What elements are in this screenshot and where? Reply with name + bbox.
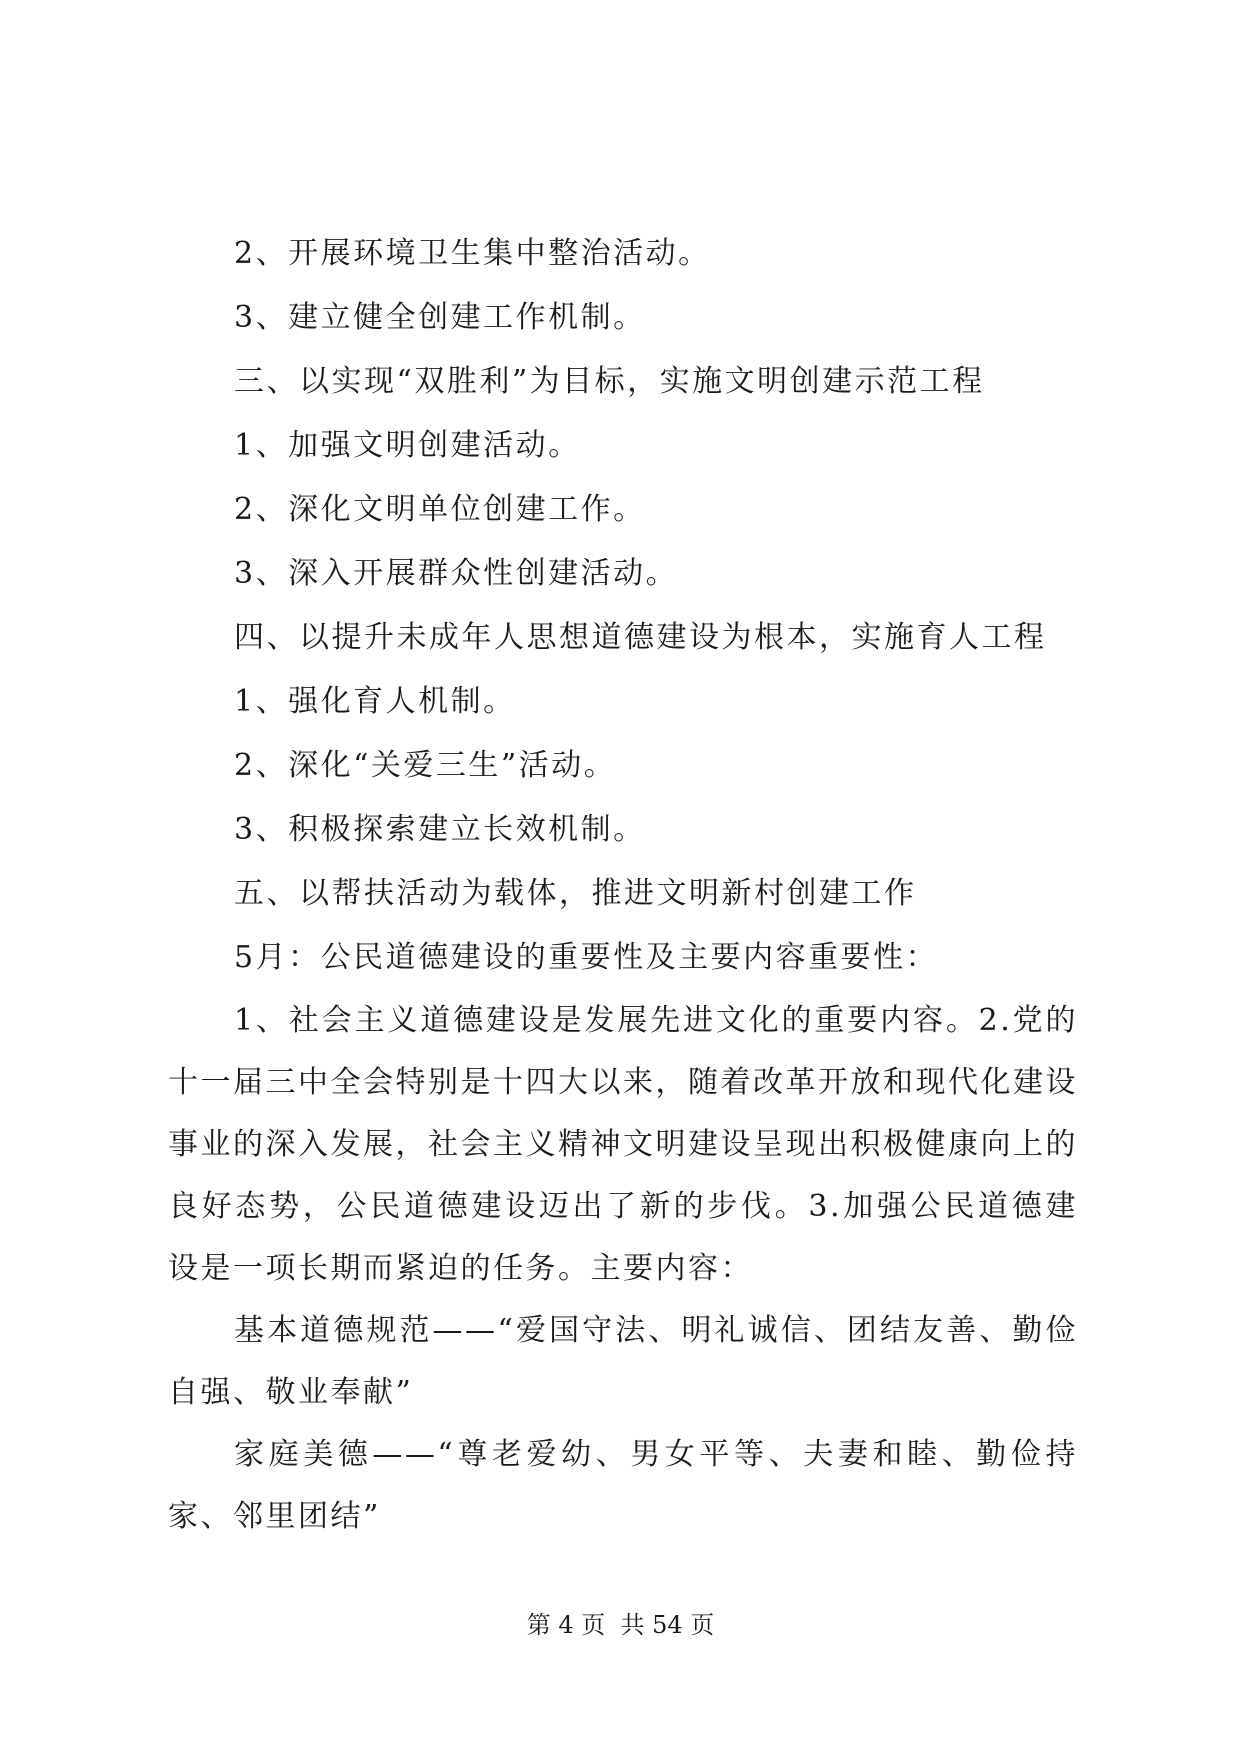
text-line: 3、建立健全创建工作机制。 [234,300,646,335]
text-line: 2、开展环境卫生集中整治活动。 [234,236,711,271]
page-number: 第 4 页 共 54 页 [526,1611,715,1639]
text-line: 2、深化文明单位创建工作。 [234,492,646,527]
body-paragraph: 基本道德规范——“爱国守法、明礼诚信、团结友善、勤俭自强、敬业奉献” [168,1313,1078,1410]
text-line: 2、深化“关爱三生”活动。 [234,748,617,783]
text-line: 3、积极探索建立长效机制。 [234,812,646,847]
text-line: 3、深入开展群众性创建活动。 [234,556,679,591]
text-line: 5月：公民道德建设的重要性及主要内容重要性： [234,940,939,975]
text-line: 1、加强文明创建活动。 [234,428,581,463]
section-heading: 三、以实现“双胜利”为目标，实施文明创建示范工程 [234,364,985,399]
text-line: 1、强化育人机制。 [234,684,516,719]
document-body [168,222,1078,1548]
body-paragraph: 家庭美德——“尊老爱幼、男女平等、夫妻和睦、勤俭持家、邻里团结” [168,1437,1078,1534]
section-heading: 四、以提升未成年人思想道德建设为根本，实施育人工程 [234,620,1047,655]
section-heading: 五、以帮扶活动为载体，推进文明新村创建工作 [234,876,917,911]
page-footer [0,1610,1241,1640]
body-paragraph: 1、社会主义道德建设是发展先进文化的重要内容。2.党的十一届三中全会特别是十四大以来，随着改革开放和现代化建设事业的深入发展，社会主义精神文明建设呈现出积极健康向上的良好态势，公民道德建设迈出了新的步伐。3.加强公民道德建设是一项长期而紧迫的任务。主要内容： [168,1003,1078,1286]
